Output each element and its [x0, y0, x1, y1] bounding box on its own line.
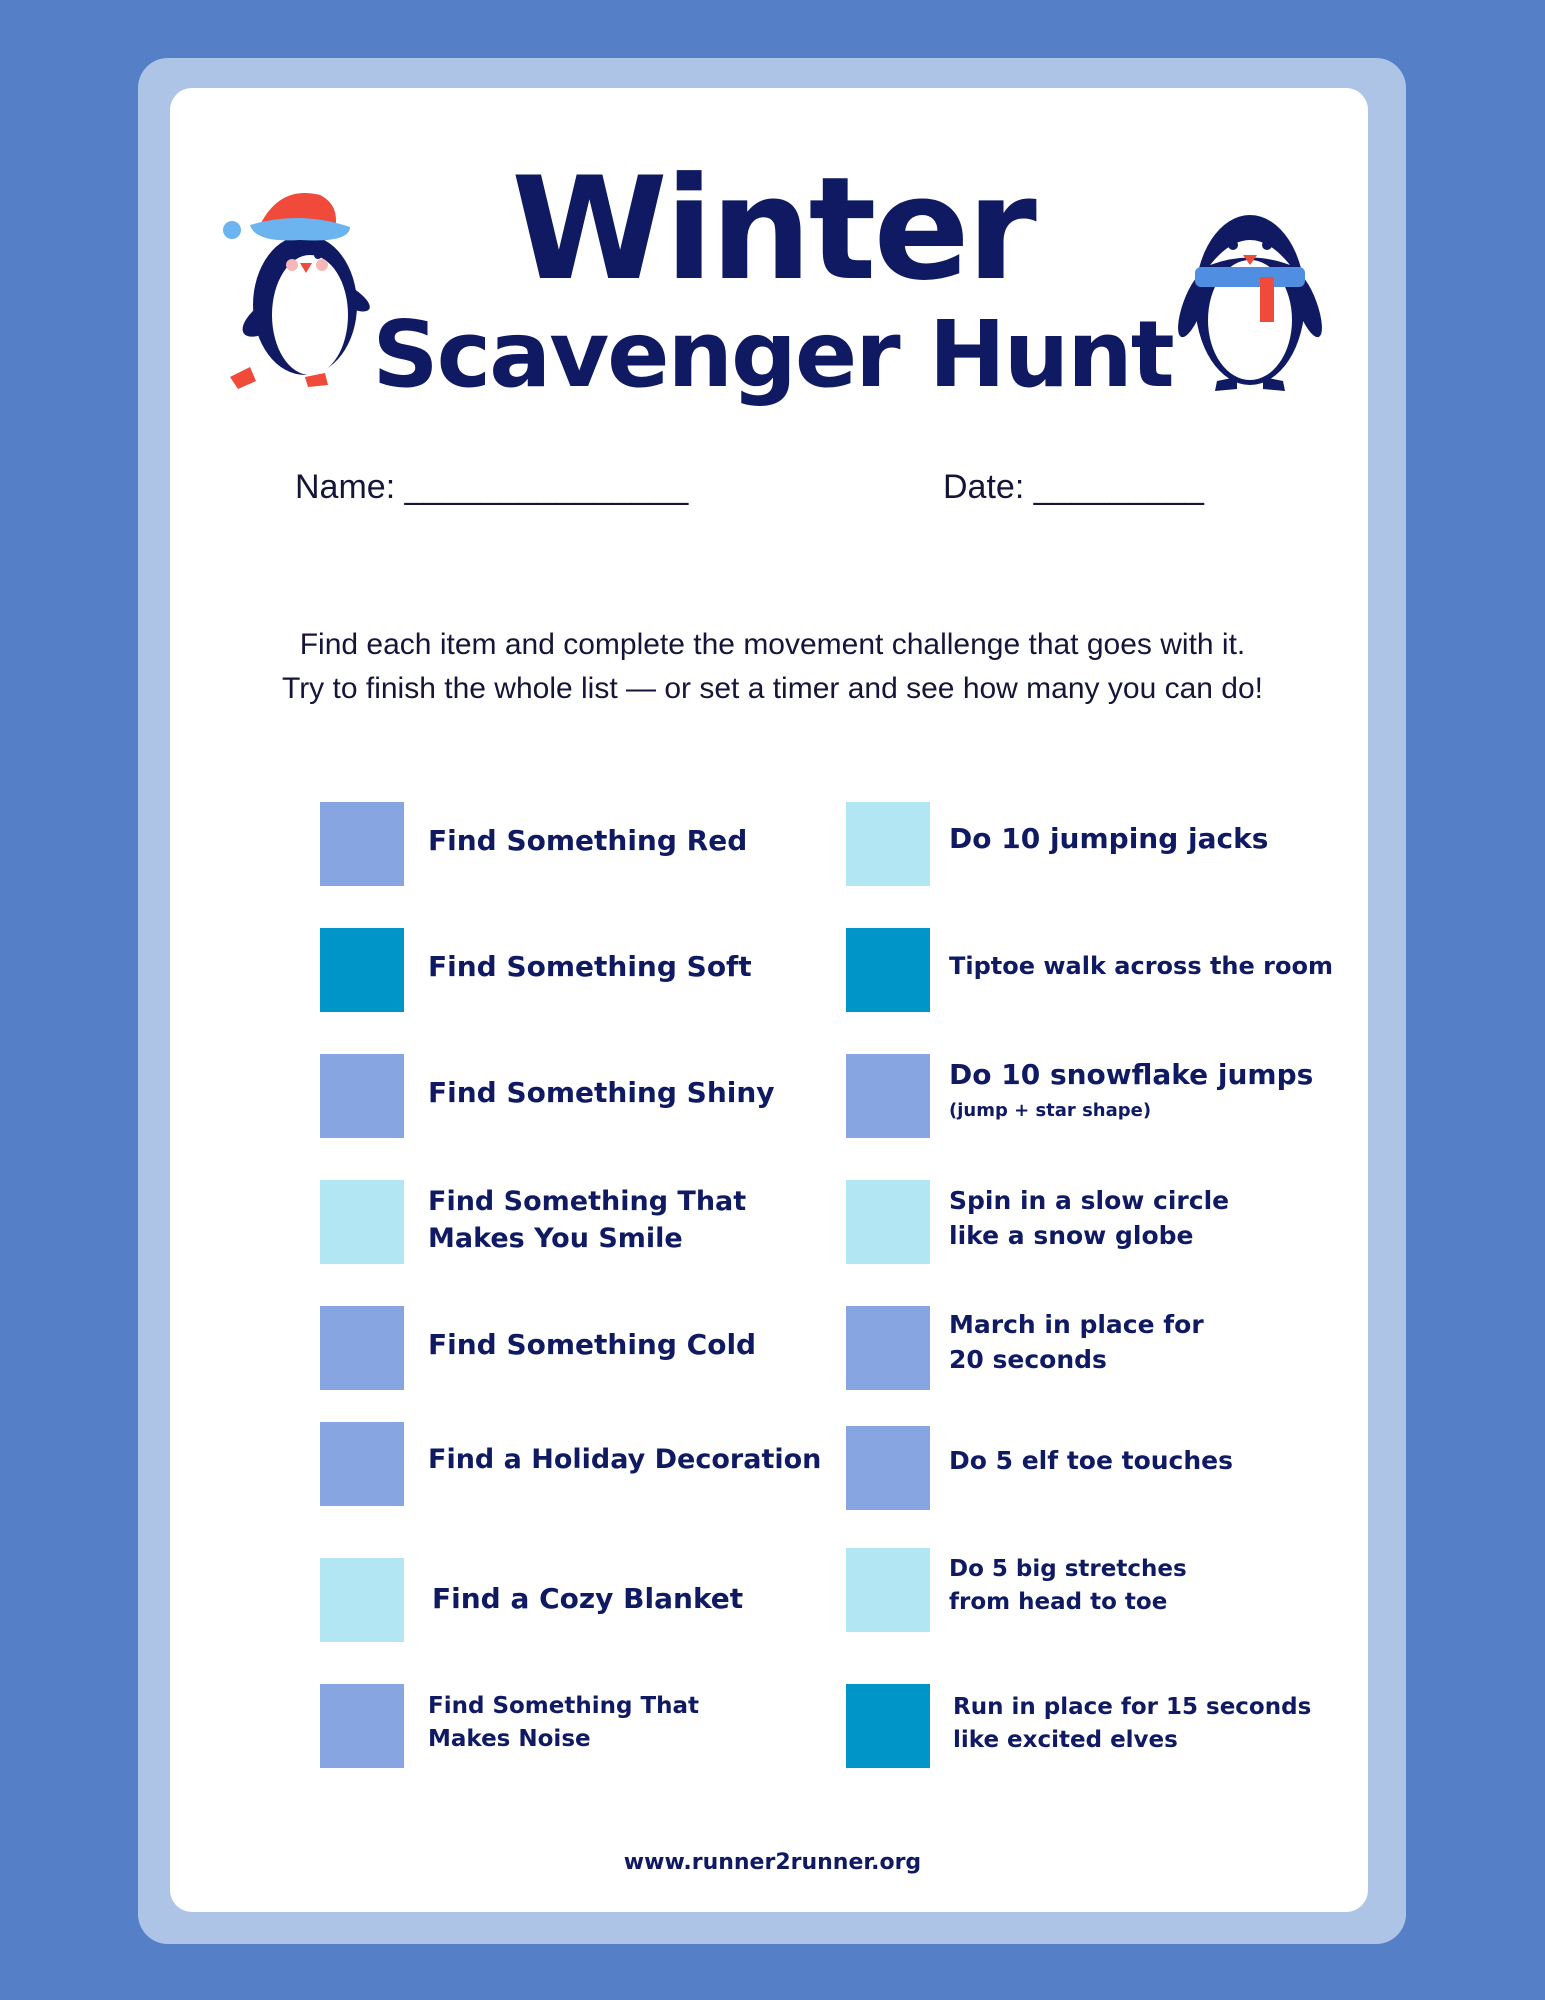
find-checkbox[interactable] — [320, 1422, 404, 1506]
move-checkbox[interactable] — [846, 928, 930, 1012]
move-label-line-2: 20 seconds — [949, 1345, 1107, 1374]
date-field[interactable]: Date: _________ — [943, 468, 1204, 506]
find-checkbox[interactable] — [320, 1558, 404, 1642]
move-checkbox[interactable] — [846, 1426, 930, 1510]
find-label: Find Something Cold — [428, 1328, 757, 1361]
move-checkbox[interactable] — [846, 802, 930, 886]
find-label: Find Something Soft — [428, 950, 752, 983]
move-label-line-2: like excited elves — [953, 1727, 1178, 1753]
page-subtitle: Scavenger Hunt — [372, 301, 1173, 408]
instructions-line-2: Try to finish the whole list — or set a timer and see how many you can do! — [281, 672, 1263, 705]
move-checkbox[interactable] — [846, 1054, 930, 1138]
move-label: Do 10 jumping jacks — [949, 822, 1269, 855]
find-label: Find Something Red — [428, 824, 748, 857]
find-checkbox[interactable] — [320, 928, 404, 1012]
find-label-line-2: Makes Noise — [428, 1726, 591, 1752]
find-checkbox[interactable] — [320, 1054, 404, 1138]
find-label: Find a Cozy Blanket — [432, 1582, 744, 1615]
move-checkbox[interactable] — [846, 1684, 930, 1768]
find-checkbox[interactable] — [320, 1684, 404, 1768]
find-checkbox[interactable] — [320, 1306, 404, 1390]
page-title: Winter — [511, 147, 1034, 312]
move-label-line-2: like a snow globe — [949, 1221, 1194, 1250]
move-checkbox[interactable] — [846, 1548, 930, 1632]
move-checkbox[interactable] — [846, 1180, 930, 1264]
find-label: Find Something That — [428, 1693, 700, 1719]
move-label: Run in place for 15 seconds — [953, 1694, 1312, 1720]
instructions-line-1: Find each item and complete the movement challenge that goes with it. — [299, 628, 1246, 661]
move-label: Tiptoe walk across the room — [949, 952, 1333, 980]
find-label: Find a Holiday Decoration — [428, 1444, 822, 1475]
move-label: Do 10 snowflake jumps — [949, 1058, 1314, 1091]
move-label: Do 5 big stretches — [949, 1556, 1187, 1582]
move-label: Do 5 elf toe touches — [949, 1446, 1233, 1475]
move-label: Spin in a slow circle — [949, 1186, 1230, 1215]
move-label: March in place for — [949, 1310, 1204, 1339]
move-label-line-2: from head to toe — [949, 1589, 1168, 1615]
name-field[interactable]: Name: _______________ — [295, 468, 689, 506]
move-checkbox[interactable] — [846, 1306, 930, 1390]
find-checkbox[interactable] — [320, 1180, 404, 1264]
find-label: Find Something That — [428, 1186, 747, 1217]
move-note: (jump + star shape) — [949, 1100, 1152, 1121]
find-label: Find Something Shiny — [428, 1076, 775, 1109]
find-checkbox[interactable] — [320, 802, 404, 886]
find-label-line-2: Makes You Smile — [428, 1223, 683, 1254]
website-footer[interactable]: www.runner2runner.org — [623, 1850, 922, 1875]
